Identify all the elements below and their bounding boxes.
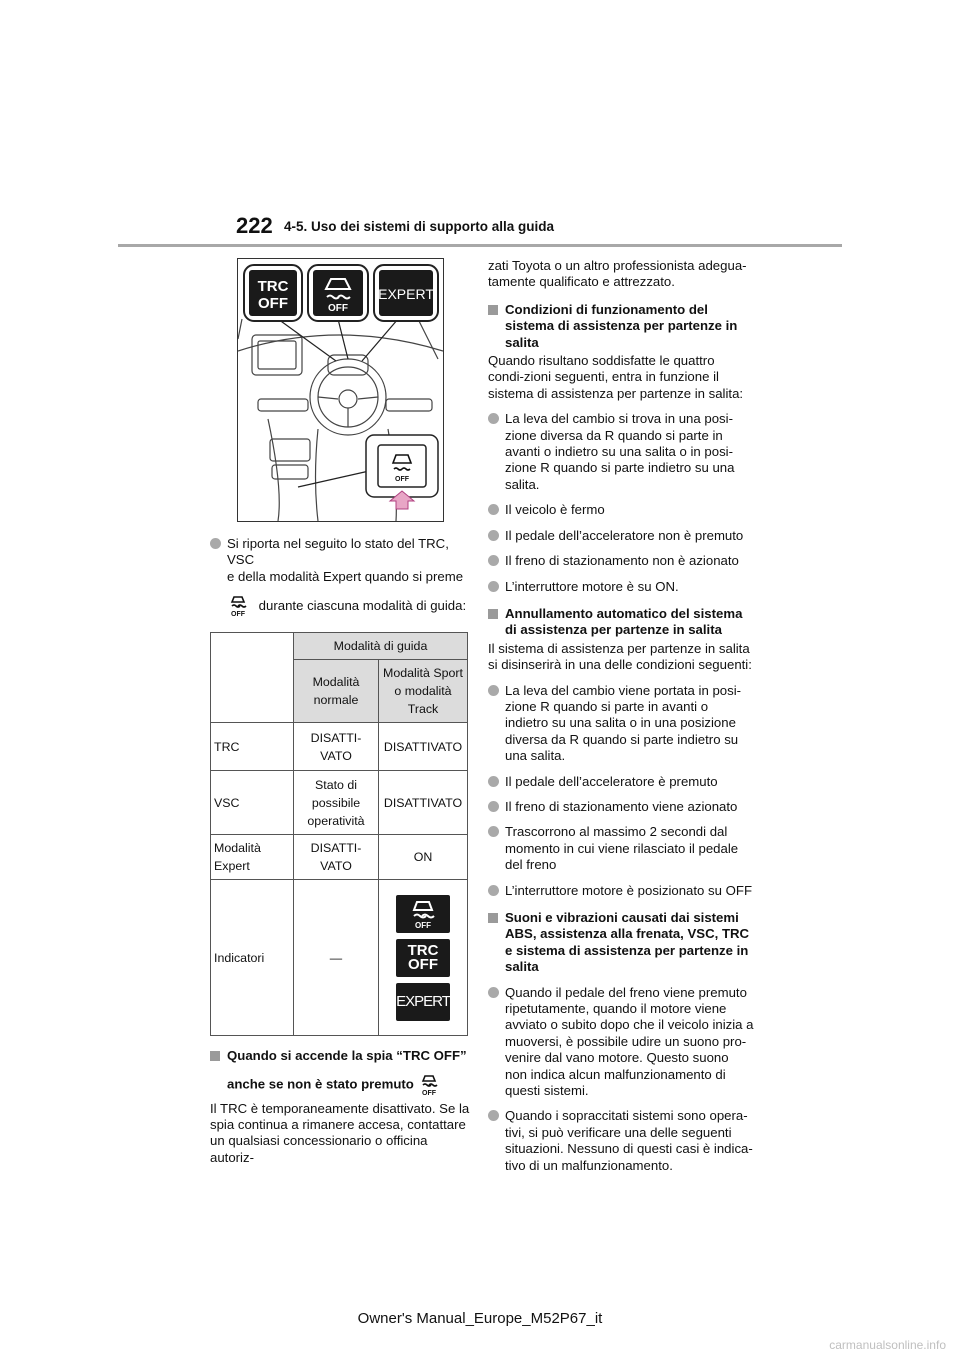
cell-sport: DISATTIVATO [379, 771, 468, 835]
paragraph: Il sistema di assistenza per partenze in salita si disinserirà in una delle condizioni seguenti: [488, 640, 752, 673]
list-item: Quando il pedale del freno viene premuto ripetutamente, quando il motore viene avviato o subito dopo che il veicolo inizia a muoversi, è possibile udire un suono pro-venire dal vano motore. Questo suono non indica alcun malfunzionamento di questi sistemi. [488, 985, 754, 1100]
section-heading: Annullamento automatico del sistema di assistenza per partenze in salita [488, 606, 754, 639]
bullet-dot [488, 776, 499, 787]
table-row [211, 835, 468, 880]
footer-text: Owner's Manual_Europe_M52P67_it [357, 1310, 603, 1327]
callout-trc-text: TRC [257, 278, 289, 295]
row-label: Indicatori [211, 880, 294, 1036]
paragraph: Il TRC è temporaneamente disattivato. Se la spia continua a rimanere accesa, contattare un qualsiasi concessionario o officina autoriz- [210, 1100, 470, 1165]
slip-off-icon [396, 895, 450, 933]
dashboard-illustration [237, 258, 444, 522]
list-item: Quando i sopraccitati sistemi sono opera-tivi, si può verificare una delle seguenti situazioni. Nessuno di questi casi è indica-tivo di un malfunzionamento. [488, 1108, 754, 1174]
row-label: TRC [211, 723, 294, 771]
svg-text:OFF: OFF [415, 920, 431, 930]
svg-text:OFF: OFF [231, 611, 245, 619]
section-square [488, 609, 498, 619]
table-row-indicators [211, 880, 468, 1036]
callout-expert-text: EXPERT [378, 286, 434, 302]
bullet-dot [488, 413, 499, 424]
list-item: Il freno di stazionamento viene azionato [488, 799, 754, 815]
table-group-header: Modalità di guida [294, 633, 468, 660]
list-item: La leva del cambio viene portata in posi-zione R quando si parte in avanti o indietro su una salita o in una posizione diversa da R quando si parte indietro su una salita. [488, 683, 754, 765]
list-item: Il pedale dell’acceleratore è premuto [488, 774, 754, 790]
section-heading: Quando si accende la spia “TRC OFF” [210, 1048, 472, 1064]
left-column [210, 258, 472, 1166]
bullet-dot [488, 581, 499, 592]
slip-off-button-icon [227, 594, 249, 618]
switch-off-text: OFF [395, 476, 409, 483]
modes-table [210, 632, 468, 1036]
trc-off-icon: TRC OFF [396, 939, 450, 977]
table-col-normal-header: Modalità normale [294, 660, 379, 723]
watermark: carmanualsonline.info [829, 1338, 946, 1352]
cell-normal: Stato di possibile operatività [294, 771, 379, 835]
table-empty-corner [211, 633, 294, 723]
intro-bullet: Si riporta nel seguito lo stato del TRC, VSC e della modalità Expert quando si preme [210, 536, 472, 585]
cell-sport: ON [379, 835, 468, 880]
svg-text:OFF: OFF [421, 1089, 436, 1097]
slip-off-button-icon [418, 1073, 440, 1097]
list-item: L’interruttore motore è posizionato su OFF [488, 883, 754, 899]
bullet-dot [488, 826, 499, 837]
bullet-dot [210, 538, 221, 549]
cell-normal: — [294, 880, 379, 1036]
list-item: Il freno di stazionamento non è azionato [488, 553, 754, 569]
callout-trc-off-text: OFF [258, 295, 288, 312]
section-square [488, 913, 498, 923]
bullet-dot [488, 530, 499, 541]
cell-sport: DISATTIVATO [379, 723, 468, 771]
section-heading-cont: anche se non è stato premuto OFF [210, 1073, 472, 1097]
bullet-dot [488, 987, 499, 998]
section-heading: Condizioni di funzionamento del sistema di assistenza per partenze in salita [488, 302, 754, 351]
row-label: Modalità Expert [211, 835, 294, 880]
row-label: VSC [211, 771, 294, 835]
callout-slip-off-text: OFF [328, 303, 348, 314]
expert-icon: EXPERT [396, 983, 450, 1021]
section-square [210, 1051, 220, 1061]
header-divider [118, 244, 842, 247]
list-item: La leva del cambio si trova in una posi-zione diversa da R quando si parte in avanti o indietro su una salita o in posi-zione R quando si parte indietro su una salita. [488, 411, 754, 493]
section-heading: Suoni e vibrazioni causati dai sistemi ABS, assistenza alla frenata, VSC, TRC e sistema di assistenza per partenze in salita [488, 910, 754, 976]
bullet-dot [488, 555, 499, 566]
list-item: Trascorrono al massimo 2 secondi dal momento in cui viene rilasciato il pedale del freno [488, 824, 754, 873]
cell-indicators [379, 880, 468, 1036]
page-number: 222 [236, 213, 273, 238]
list-item: Il pedale dell’acceleratore non è premuto [488, 528, 754, 544]
table-row [211, 771, 468, 835]
dashboard-drawing [238, 259, 443, 521]
cell-normal: DISATTI-VATO [294, 835, 379, 880]
paragraph: Quando risultano soddisfatte le quattro condi-zioni seguenti, entra in funzione il sistema di assistenza per partenze in salita: [488, 353, 744, 401]
list-item: Il veicolo è fermo [488, 502, 754, 518]
section-square [488, 305, 498, 315]
bullet-dot [488, 1110, 499, 1121]
bullet-dot [488, 685, 499, 696]
list-item: L’interruttore motore è su ON. [488, 579, 754, 595]
paragraph: zati Toyota o un altro professionista adegua-tamente qualificato e attrezzato. [488, 258, 747, 290]
table-row [211, 723, 468, 771]
table-col-sport-header: Modalità Sport o modalità Track [379, 660, 468, 723]
cell-normal: DISATTI-VATO [294, 723, 379, 771]
bullet-dot [488, 504, 499, 515]
bullet-dot [488, 801, 499, 812]
right-column [488, 258, 754, 1174]
bullet-dot [488, 885, 499, 896]
section-title: 4-5. Uso dei sistemi di supporto alla guida [284, 219, 555, 234]
intro-line-with-icon: OFF durante ciascuna modalità di guida: [210, 594, 472, 618]
